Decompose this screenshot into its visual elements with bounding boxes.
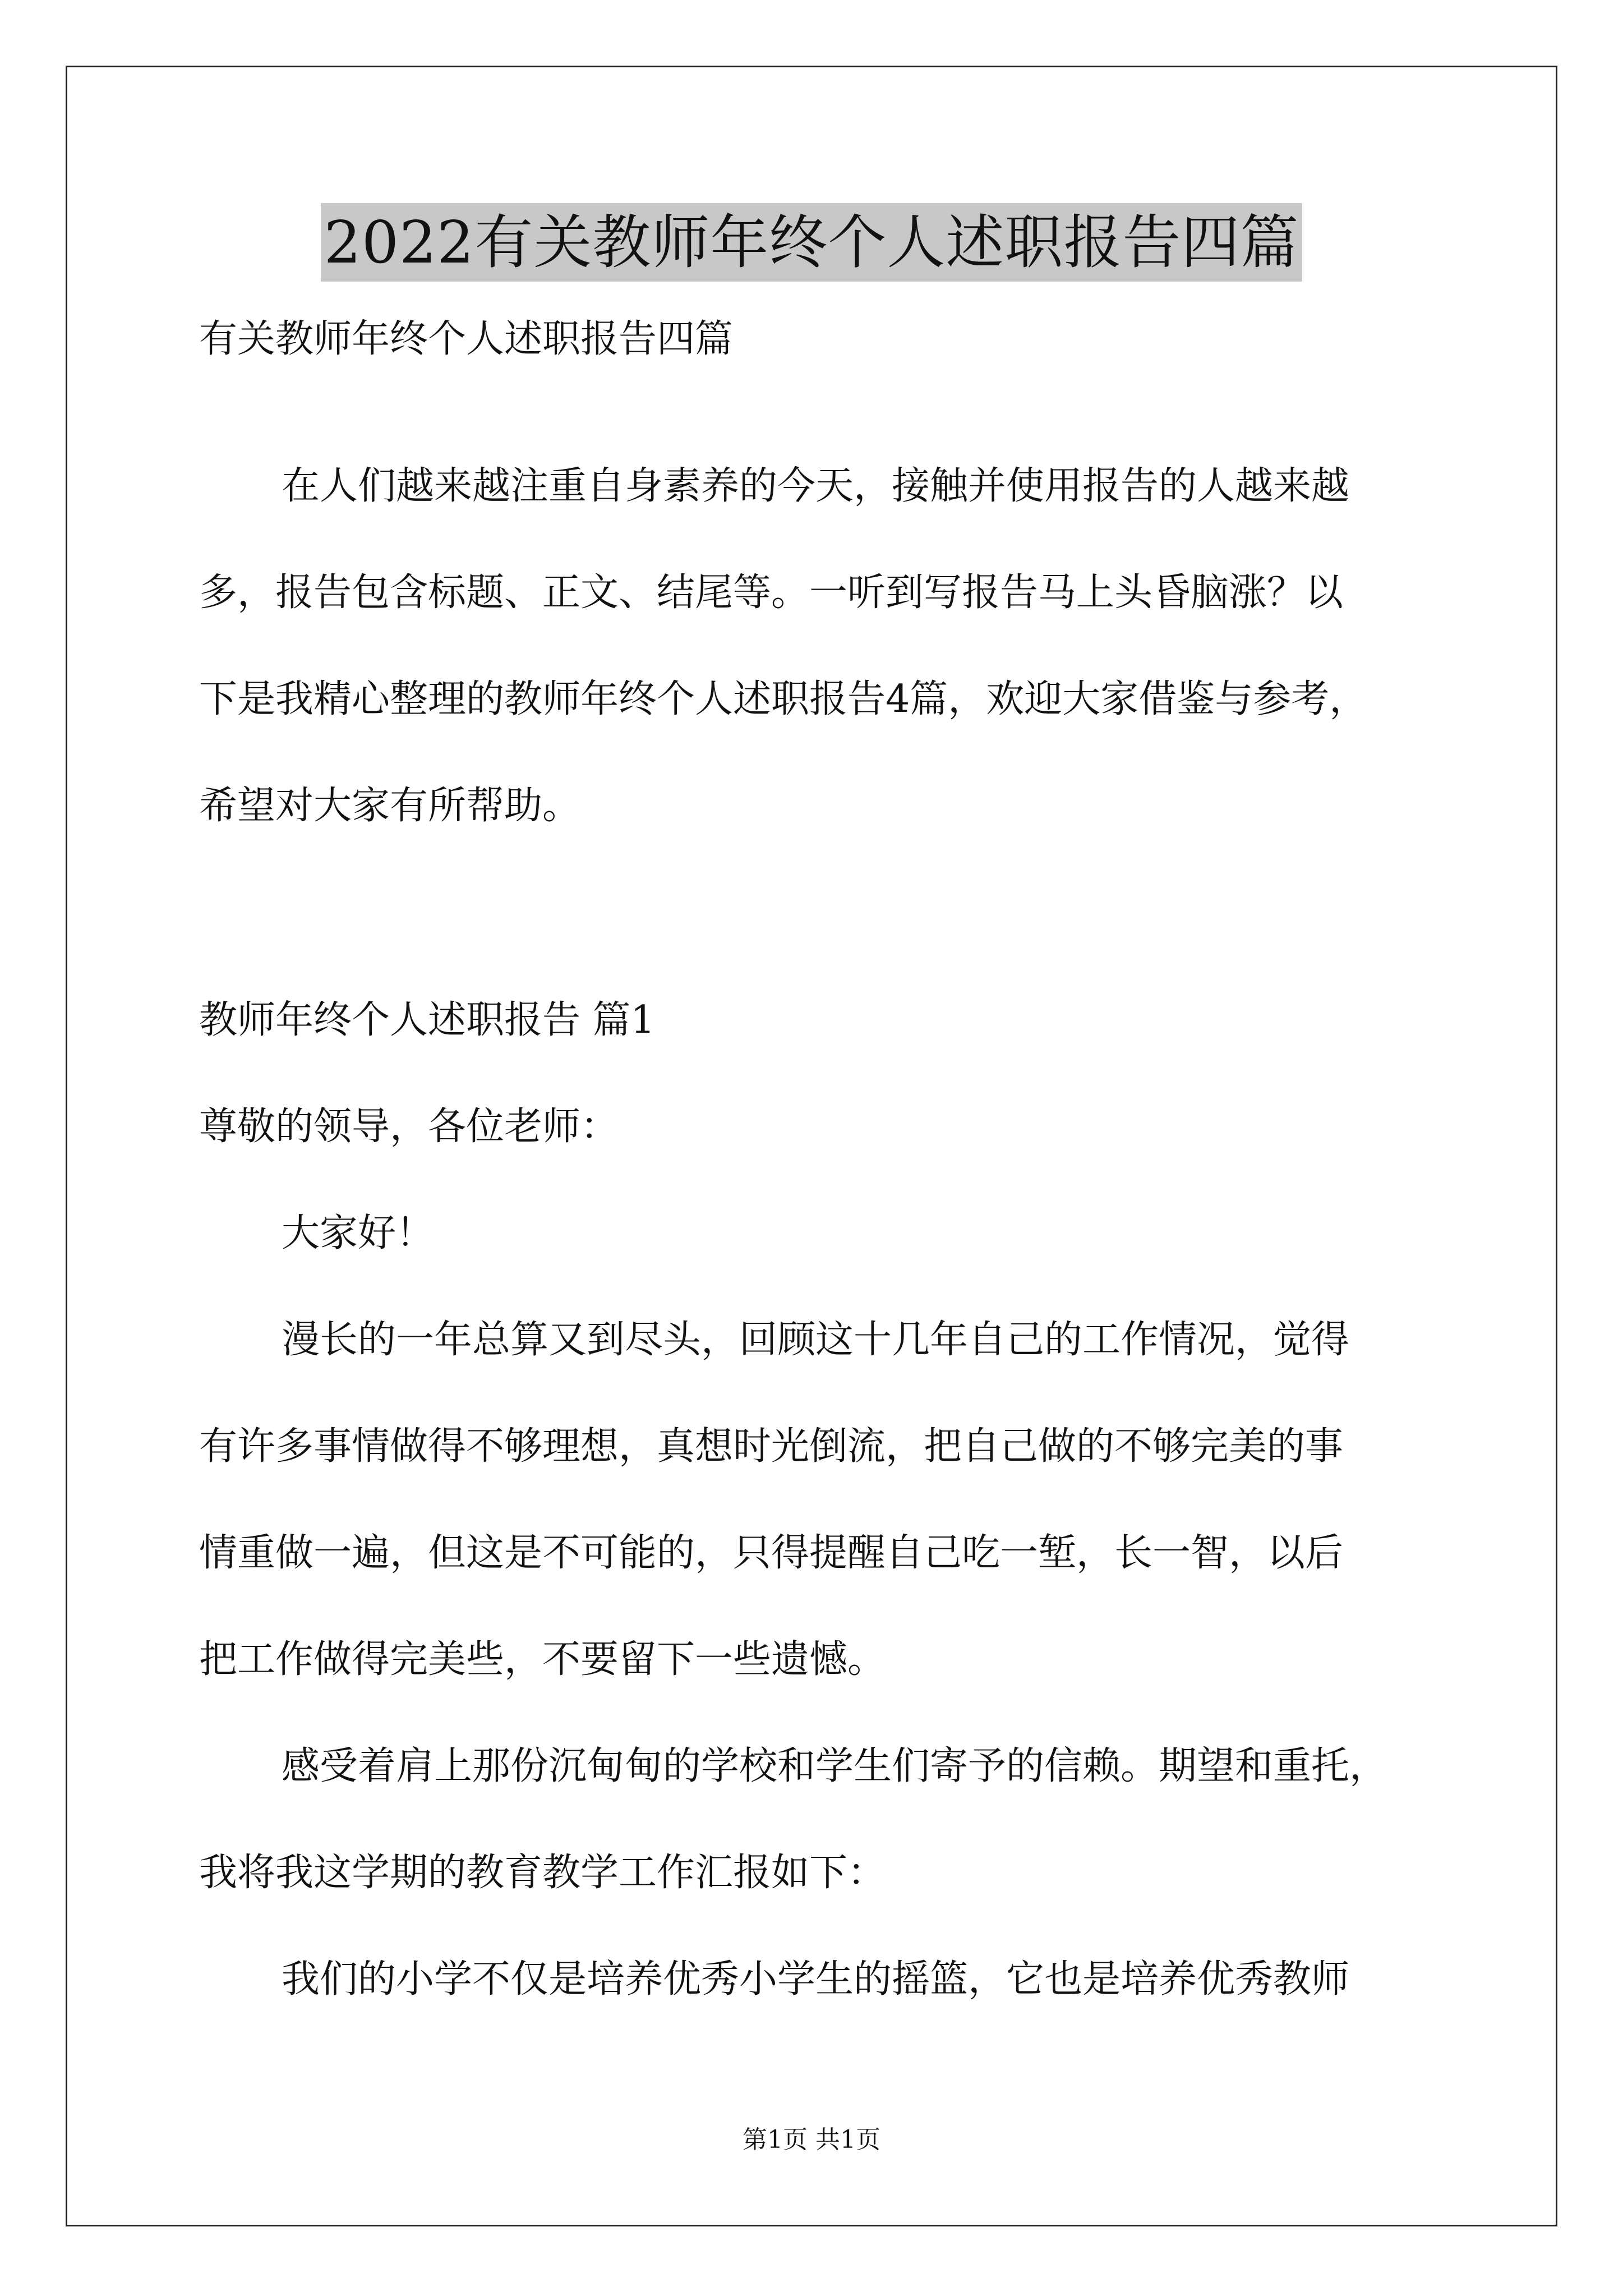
section-heading: 教师年终个人述职报告 篇1 — [199, 998, 655, 1042]
paragraph-line: 在人们越来越注重自身素养的今天，接触并使用报告的人越来越 — [282, 464, 1350, 508]
title-container — [0, 203, 1623, 282]
paragraph-line: 有许多事情做得不够理想，真想时光倒流，把自己做的不够完美的事 — [199, 1424, 1344, 1469]
paragraph-line: 希望对大家有所帮助。 — [199, 784, 581, 828]
subtitle-line: 有关教师年终个人述职报告四篇 — [199, 317, 734, 361]
paragraph-line: 下是我精心整理的教师年终个人述职报告4篇，欢迎大家借鉴与参考， — [199, 677, 1368, 721]
greeting-line: 大家好！ — [282, 1211, 435, 1255]
paragraph-line: 多，报告包含标题、正文、结尾等。一听到写报告马上头昏脑涨？以 — [199, 570, 1344, 615]
paragraph-line: 情重做一遍，但这是不可能的，只得提醒自己吃一堑，长一智，以后 — [199, 1531, 1344, 1575]
document-title: 2022有关教师年终个人述职报告四篇 — [321, 203, 1303, 282]
paragraph-line: 漫长的一年总算又到尽头，回顾这十几年自己的工作情况，觉得 — [282, 1318, 1350, 1362]
salutation-line: 尊敬的领导，各位老师： — [199, 1105, 619, 1149]
page-footer: 第1页 共1页 — [743, 2125, 880, 2154]
paragraph-line: 我们的小学不仅是培养优秀小学生的摇篮，它也是培养优秀教师 — [282, 1957, 1350, 2001]
paragraph-line: 感受着肩上那份沉甸甸的学校和学生们寄予的信赖。期望和重托， — [282, 1744, 1388, 1788]
paragraph-line: 我将我这学期的教育教学工作汇报如下： — [199, 1851, 886, 1895]
paragraph-line: 把工作做得完美些，不要留下一些遗憾。 — [199, 1637, 886, 1682]
